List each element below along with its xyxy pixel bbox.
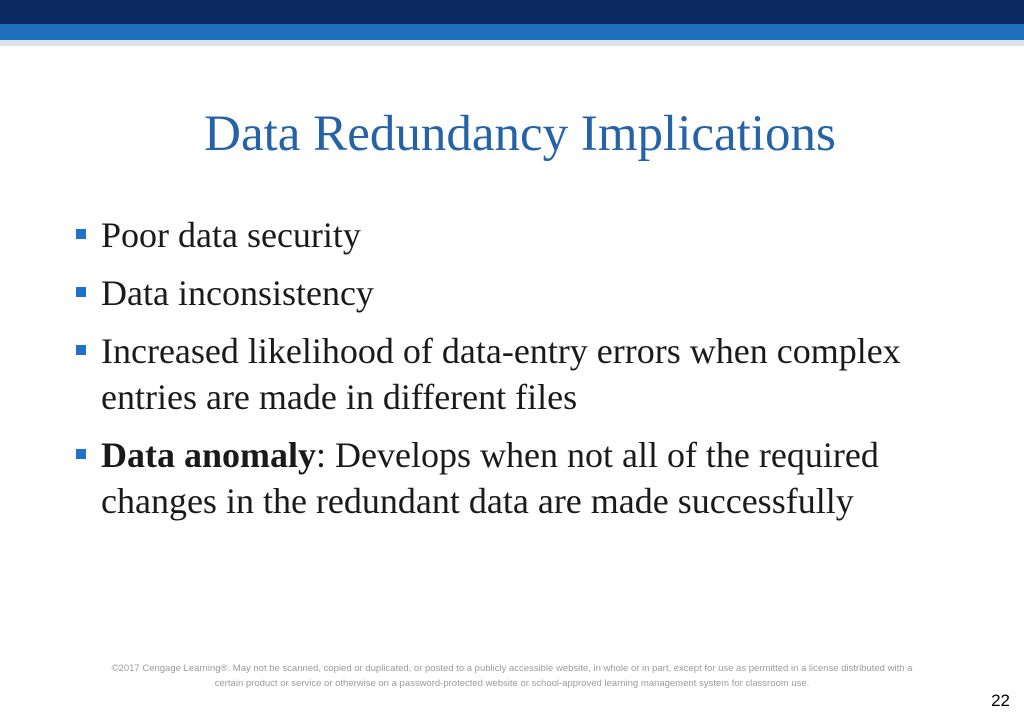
bullet-item	[74, 270, 974, 316]
bullet-item	[74, 328, 974, 420]
square-bullet-icon	[76, 449, 86, 459]
header-band-light	[0, 40, 1024, 46]
copyright-footer	[40, 661, 984, 691]
copyright-line-2: certain product or service or otherwise on a password-protected website or school-approved learning management system for classroom use.	[214, 678, 810, 689]
bullet-text: Data inconsistency	[101, 273, 374, 313]
square-bullet-icon	[76, 287, 86, 297]
slide-title: Data Redundancy Implications	[204, 106, 836, 162]
bullet-separator: :	[316, 435, 327, 475]
bullet-item	[74, 212, 974, 258]
bullet-term: Data anomaly	[101, 435, 316, 475]
header-band-blue	[0, 24, 1024, 40]
bullet-text: Poor data security	[101, 215, 361, 255]
square-bullet-icon	[76, 345, 86, 355]
copyright-line-1: ©2017 Cengage Learning®. May not be scanned, copied or duplicated, or posted to a publicly accessible website, in whole or in part, except for use as permitted in a license distributed with a	[111, 663, 913, 674]
header-band-dark	[0, 0, 1024, 24]
bullet-text: Develops when not all of the required changes in the redundant data are made successfully	[101, 435, 879, 521]
square-bullet-icon	[76, 229, 86, 239]
bullet-text: Increased likelihood of data-entry errors when complex entries are made in different files	[101, 331, 901, 417]
bullet-list	[74, 212, 974, 524]
bullet-item	[74, 432, 974, 524]
page-number: 22	[991, 691, 1010, 710]
